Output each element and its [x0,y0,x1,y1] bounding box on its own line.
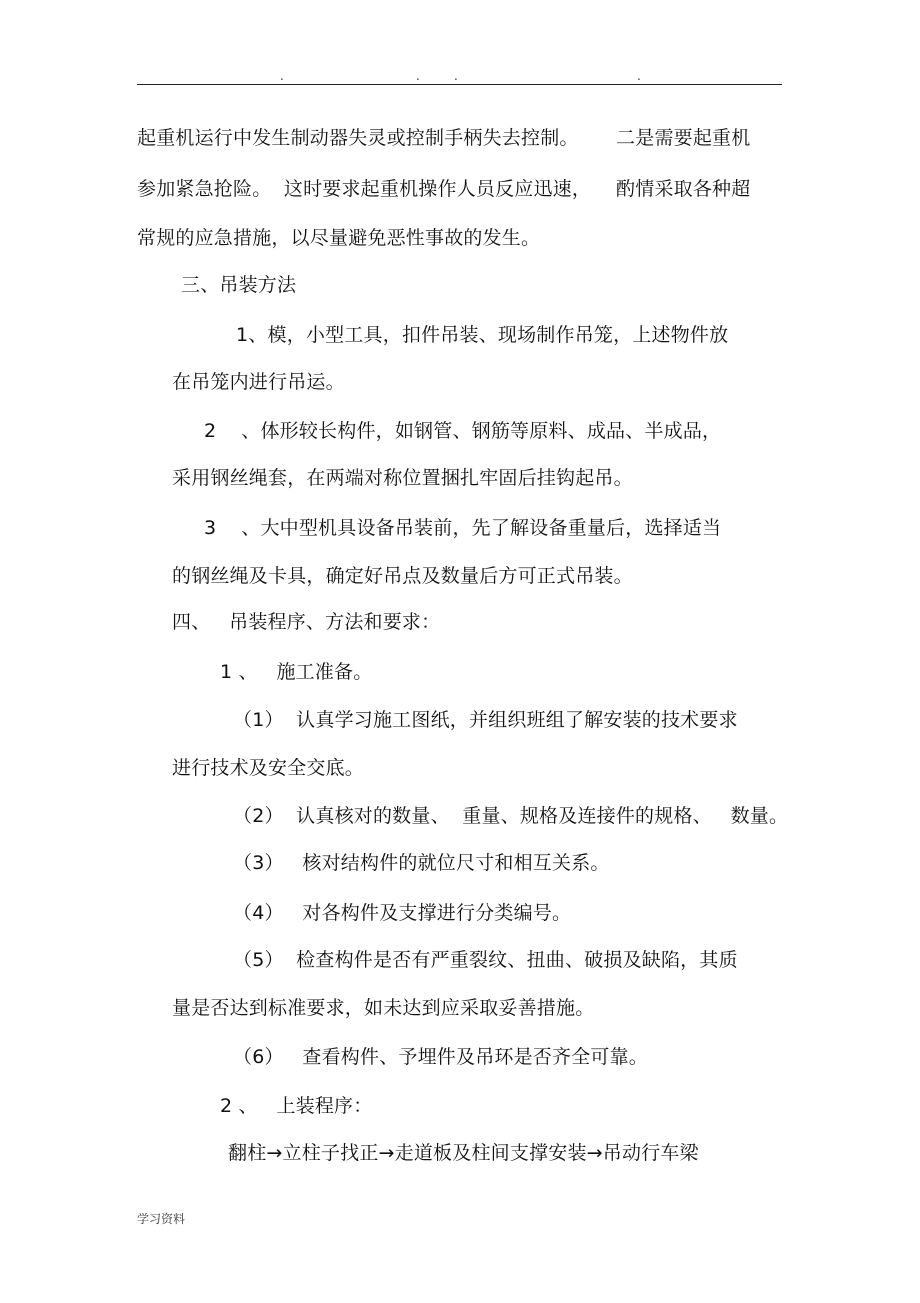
list-item-line: （4） 对各构件及支撑进行分类编号。 [233,902,572,924]
section-heading: 三、吊装方法 [181,274,297,296]
list-item-line: （6） 查看构件、予埋件及吊环是否齐全可靠。 [233,1046,649,1068]
list-item-line: （5） 检查构件是否有严重裂纹、扭曲、破损及缺陷，其质 [233,949,738,971]
process-flow-line: 翻柱→立柱子找正→走道板及柱间支撑安装→吊动行车梁 [228,1142,699,1164]
list-item-line: （1） 认真学习施工图纸，并组织班组了解安装的技术要求 [233,709,738,731]
paragraph-line: 起重机运行中发生制动器失灵或控制手柄失去控制。 二是需要起重机 [137,127,751,149]
list-item-line: 1、模，小型工具，扣件吊装、现场制作吊笼，上述物件放 [236,324,729,346]
list-item-line: 3 、大中型机具设备吊装前，先了解设备重量后，选择适当 [204,517,722,539]
list-item-line: 2 、体形较长构件，如钢管、钢筋等原料、成品、半成品， [204,420,722,442]
header-rule [137,84,782,85]
header-dot: . [280,69,284,83]
list-item-line: 进行技术及安全交底。 [172,757,365,779]
paragraph-line: 常规的应急措施，以尽量避免恶性事故的发生。 [137,227,541,249]
header-dot: . [637,69,641,83]
list-item-line: 的钢丝绳及卡具，确定好吊点及数量后方可正式吊装。 [172,565,633,587]
subsection-heading: 2 、 上装程序： [220,1095,373,1117]
list-item-line: 采用钢丝绳套，在两端对称位置捆扎牢固后挂钩起吊。 [172,467,633,489]
list-item-line: 量是否达到标准要求，如未达到应采取妥善措施。 [172,997,595,1019]
list-item-line: 在吊笼内进行吊运。 [172,371,345,393]
section-heading: 四、 吊装程序、方法和要求： [172,611,441,633]
paragraph-line: 参加紧急抢险。 这时要求起重机操作人员反应迅速， 酌情采取各种超 [137,178,751,200]
page-footer-label: 学习资料 [137,1212,186,1226]
subsection-heading: 1 、 施工准备。 [220,661,373,683]
header-dot: . [416,69,420,83]
page-header-dots [0,70,920,84]
list-item-line: （2） 认真核对的数量、 重量、规格及连接件的规格、 数量。 [233,805,789,827]
header-dot: . [454,69,458,83]
list-item-line: （3） 核对结构件的就位尺寸和相互关系。 [233,852,610,874]
